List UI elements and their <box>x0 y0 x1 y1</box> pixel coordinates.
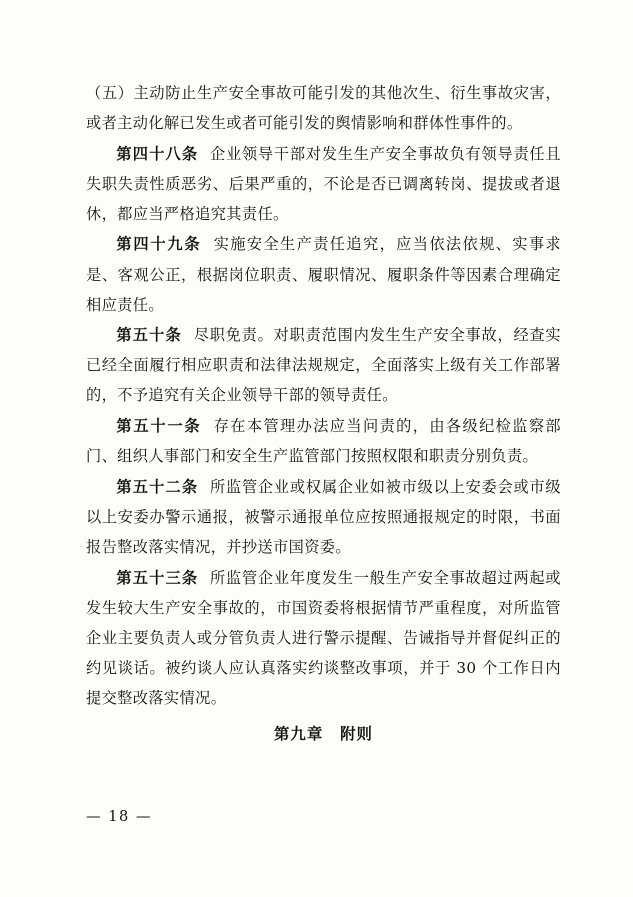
paragraph-text: 企业领导干部对发生生产安全事故负有领导责任且失职失责性质恶劣、后果严重的，不论是否已调离转岗、提拔或者退休，都应当严格追究其责任。 <box>86 144 561 223</box>
paragraph-article-48 <box>86 139 561 229</box>
article-label: 第五十条 <box>116 326 182 345</box>
article-label: 第四十九条 <box>116 235 202 254</box>
chapter-number: 第九章 <box>274 724 324 743</box>
chapter-heading <box>86 719 561 750</box>
paragraph-article-52 <box>86 472 561 562</box>
paragraph-text: （五）主动防止生产安全事故可能引发的其他次生、衍生事故灾害，或者主动化解已发生或者可能引发的舆情影响和群体性事件的。 <box>86 84 561 133</box>
paragraph-article-49 <box>86 229 561 319</box>
page-number: — 18 — <box>86 808 153 825</box>
paragraph-text: 所监管企业年度发生一般生产安全事故超过两起或发生较大生产安全事故的，市国资委将根据情节严重程度，对所监管企业主要负责人或分管负责人进行警示提醒、告诫指导并督促纠正的约见谈话。被约谈人应认真落实约谈整改事项，并于 30 个工作日内提交整改落实情况。 <box>86 568 561 707</box>
paragraph-text: 实施安全生产责任追究，应当依法依规、实事求是、客观公正，根据岗位职责、履职情况、履职条件等因素合理确定相应责任。 <box>86 235 562 314</box>
paragraph-article-50 <box>86 320 561 410</box>
paragraph-article-53 <box>86 563 561 713</box>
article-label: 第五十三条 <box>116 568 199 587</box>
chapter-title: 附则 <box>340 724 373 743</box>
article-label: 第五十一条 <box>116 417 202 436</box>
paragraph-text: 存在本管理办法应当问责的，由各级纪检监察部门、组织人事部门和安全生产监管部门按照权限和职责分别负责。 <box>86 417 562 466</box>
article-label: 第五十二条 <box>116 477 199 496</box>
paragraph-text: 所监管企业或权属企业如被市级以上安委会或市级以上安委办警示通报，被警示通报单位应按照通报规定的时限，书面报告整改落实情况，并抄送市国资委。 <box>86 477 561 556</box>
paragraph-text: 尽职免责。对职责范围内发生生产安全事故，经查实已经全面履行相应职责和法律法规规定，全面落实上级有关工作部署的，不予追究有关企业领导干部的领导责任。 <box>86 326 561 405</box>
paragraph-item-5 <box>86 78 561 138</box>
article-label: 第四十八条 <box>116 144 199 163</box>
paragraph-article-51 <box>86 411 561 471</box>
document-body <box>86 78 561 749</box>
